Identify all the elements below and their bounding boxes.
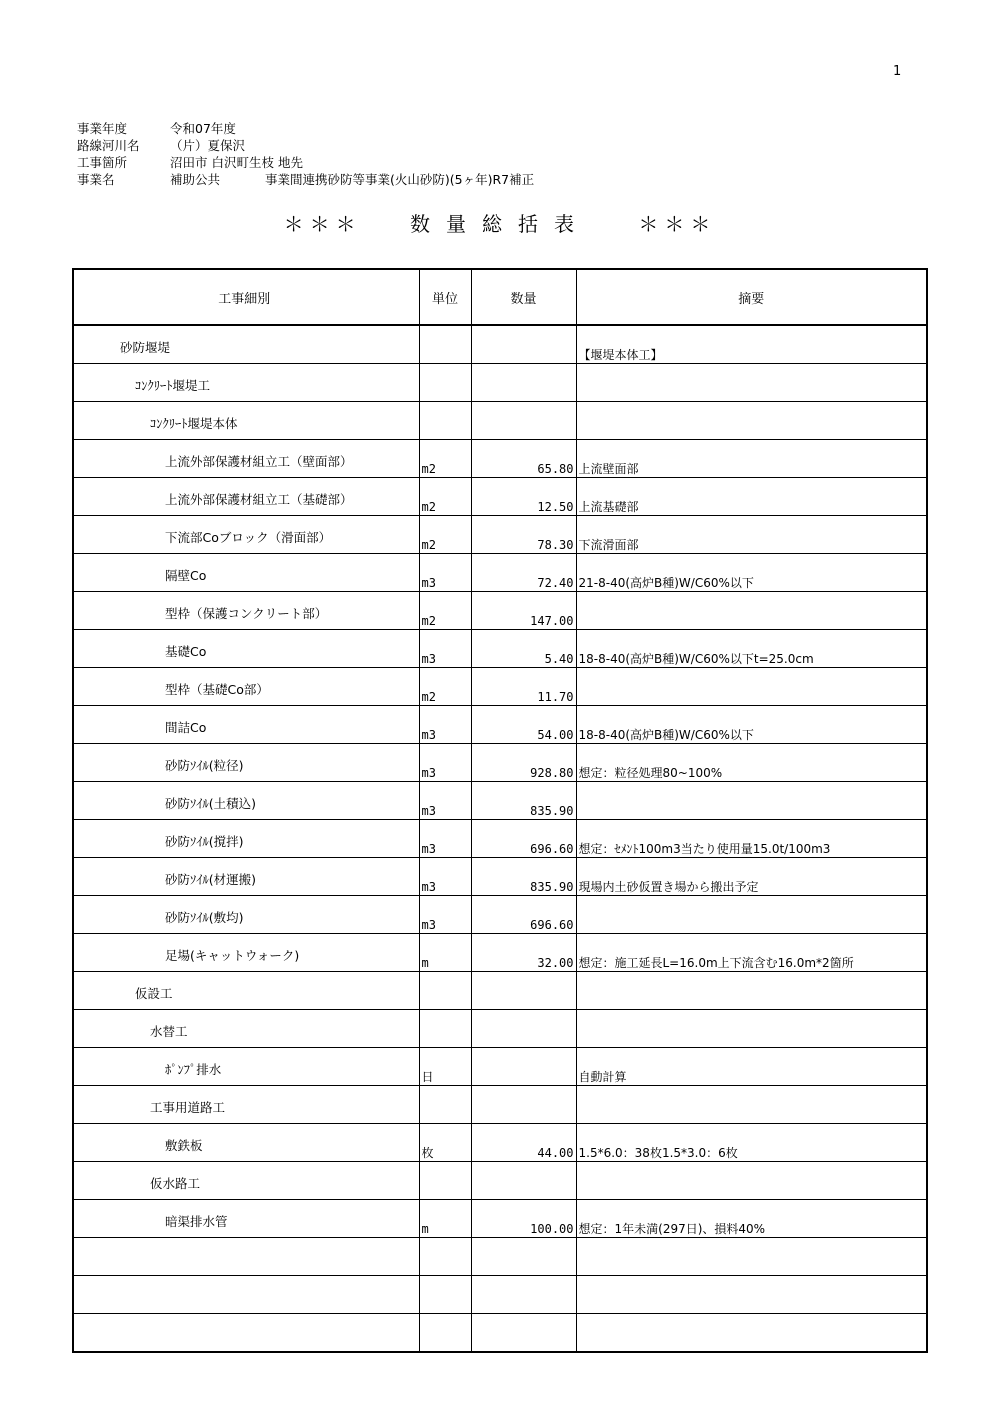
- info-row-work-site: [77, 154, 534, 171]
- work-item-cell: 下流部Coブロック（滑面部）: [73, 516, 419, 554]
- remarks-cell: [576, 364, 927, 402]
- quantity-cell: 835.90: [471, 782, 576, 820]
- table-row: [73, 1124, 927, 1162]
- table-row: [73, 896, 927, 934]
- table-row: [73, 1200, 927, 1238]
- document-title: [0, 208, 1000, 237]
- remarks-cell: 上流基礎部: [576, 478, 927, 516]
- unit-cell: m3: [419, 630, 471, 668]
- remarks-cell: [576, 402, 927, 440]
- table-row: [73, 1276, 927, 1314]
- remarks-cell: [576, 1314, 927, 1353]
- project-info: [77, 120, 534, 188]
- work-item-cell: [73, 1314, 419, 1353]
- unit-cell: m3: [419, 820, 471, 858]
- info-value: 令和07年度: [170, 121, 236, 136]
- info-row-project-name: [77, 171, 534, 188]
- table-row: [73, 478, 927, 516]
- remarks-cell: 想定：1年未満(297日)、損料40%: [576, 1200, 927, 1238]
- work-item-cell: 上流外部保護材組立工（壁面部）: [73, 440, 419, 478]
- unit-cell: m3: [419, 858, 471, 896]
- remarks-cell: 下流滑面部: [576, 516, 927, 554]
- info-value: （片）夏保沢: [170, 138, 246, 153]
- work-item-cell: 砂防ｿｲﾙ(敷均): [73, 896, 419, 934]
- remarks-cell: 想定：施工延長L=16.0m上下流含む16.0m*2箇所: [576, 934, 927, 972]
- unit-cell: [419, 1238, 471, 1276]
- unit-cell: m: [419, 1200, 471, 1238]
- work-item-cell: 基礎Co: [73, 630, 419, 668]
- remarks-cell: 想定：ｾﾒﾝﾄ100m3当たり使用量15.0t/100m3: [576, 820, 927, 858]
- quantity-cell: 696.60: [471, 896, 576, 934]
- quantity-cell: 72.40: [471, 554, 576, 592]
- table-header-row: [73, 269, 927, 325]
- quantity-cell: 12.50: [471, 478, 576, 516]
- column-header-remarks: 摘要: [576, 269, 927, 325]
- title-text: 数量総括表: [410, 212, 590, 236]
- table-row: [73, 934, 927, 972]
- table-row: [73, 440, 927, 478]
- column-header-work-item: 工事細別: [73, 269, 419, 325]
- remarks-cell: 想定：粒径処理80~100%: [576, 744, 927, 782]
- work-item-cell: 型枠（基礎Co部）: [73, 668, 419, 706]
- quantity-cell: [471, 1086, 576, 1124]
- unit-cell: m3: [419, 706, 471, 744]
- table-row: [73, 668, 927, 706]
- unit-cell: [419, 364, 471, 402]
- info-label: 路線河川名: [77, 138, 140, 153]
- unit-cell: m3: [419, 554, 471, 592]
- quantity-cell: [471, 1238, 576, 1276]
- unit-cell: m3: [419, 896, 471, 934]
- quantity-summary-table: [72, 268, 928, 1353]
- unit-cell: 枚: [419, 1124, 471, 1162]
- work-item-cell: [73, 1238, 419, 1276]
- unit-cell: [419, 402, 471, 440]
- info-value: 補助公共: [170, 172, 221, 187]
- quantity-cell: 147.00: [471, 592, 576, 630]
- page-number: 1: [893, 64, 902, 79]
- info-label: 工事箇所: [77, 155, 128, 170]
- info-row-route-river: [77, 137, 534, 154]
- quantity-cell: [471, 402, 576, 440]
- remarks-cell: [576, 1276, 927, 1314]
- quantity-cell: 78.30: [471, 516, 576, 554]
- remarks-cell: [576, 896, 927, 934]
- work-item-cell: 隔壁Co: [73, 554, 419, 592]
- work-item-cell: ｺﾝｸﾘｰﾄ堰堤工: [73, 364, 419, 402]
- table-row: [73, 706, 927, 744]
- remarks-cell: 上流壁面部: [576, 440, 927, 478]
- title-stars-left: ＊＊＊: [283, 212, 362, 236]
- work-item-cell: 仮設工: [73, 972, 419, 1010]
- quantity-cell: [471, 1276, 576, 1314]
- info-value-detail: 事業間連携砂防等事業(火山砂防)(5ヶ年)R7補正: [265, 172, 535, 187]
- info-row-fiscal-year: [77, 120, 534, 137]
- table-row: [73, 782, 927, 820]
- info-label: 事業名: [77, 172, 115, 187]
- remarks-cell: [576, 1010, 927, 1048]
- unit-cell: m2: [419, 592, 471, 630]
- remarks-cell: [576, 1086, 927, 1124]
- remarks-cell: [576, 592, 927, 630]
- quantity-cell: [471, 972, 576, 1010]
- table-row: [73, 1048, 927, 1086]
- unit-cell: m2: [419, 516, 471, 554]
- table-row: [73, 325, 927, 364]
- column-header-quantity: 数量: [471, 269, 576, 325]
- info-value: 沼田市 白沢町生枝 地先: [170, 155, 303, 170]
- table-row: [73, 972, 927, 1010]
- unit-cell: [419, 972, 471, 1010]
- work-item-cell: 型枠（保護コンクリート部）: [73, 592, 419, 630]
- table-row: [73, 516, 927, 554]
- unit-cell: [419, 1314, 471, 1353]
- unit-cell: m2: [419, 478, 471, 516]
- table-body: [73, 325, 927, 1352]
- table-row: [73, 858, 927, 896]
- remarks-cell: 現場内土砂仮置き場から搬出予定: [576, 858, 927, 896]
- quantity-cell: 835.90: [471, 858, 576, 896]
- remarks-cell: [576, 1238, 927, 1276]
- work-item-cell: 水替工: [73, 1010, 419, 1048]
- work-item-cell: 砂防ｿｲﾙ(撹拌): [73, 820, 419, 858]
- unit-cell: [419, 1276, 471, 1314]
- quantity-cell: 5.40: [471, 630, 576, 668]
- unit-cell: 日: [419, 1048, 471, 1086]
- work-item-cell: 暗渠排水管: [73, 1200, 419, 1238]
- quantity-cell: 928.80: [471, 744, 576, 782]
- work-item-cell: 間詰Co: [73, 706, 419, 744]
- quantity-cell: 44.00: [471, 1124, 576, 1162]
- unit-cell: m2: [419, 668, 471, 706]
- unit-cell: m3: [419, 782, 471, 820]
- remarks-cell: [576, 972, 927, 1010]
- work-item-cell: 砂防ｿｲﾙ(粒径): [73, 744, 419, 782]
- table-row: [73, 820, 927, 858]
- quantity-cell: 696.60: [471, 820, 576, 858]
- table-row: [73, 1086, 927, 1124]
- quantity-cell: [471, 1314, 576, 1353]
- table-row: [73, 592, 927, 630]
- remarks-cell: 【堰堤本体工】: [576, 325, 927, 364]
- remarks-cell: [576, 668, 927, 706]
- work-item-cell: 敷鉄板: [73, 1124, 419, 1162]
- quantity-cell: 54.00: [471, 706, 576, 744]
- quantity-cell: 65.80: [471, 440, 576, 478]
- unit-cell: m2: [419, 440, 471, 478]
- title-stars-right: ＊＊＊: [638, 212, 717, 236]
- unit-cell: [419, 1162, 471, 1200]
- unit-cell: m3: [419, 744, 471, 782]
- quantity-cell: [471, 1048, 576, 1086]
- table-row: [73, 1314, 927, 1353]
- quantity-cell: 32.00: [471, 934, 576, 972]
- unit-cell: [419, 1086, 471, 1124]
- quantity-cell: [471, 364, 576, 402]
- remarks-cell: [576, 1162, 927, 1200]
- table-row: [73, 554, 927, 592]
- work-item-cell: 上流外部保護材組立工（基礎部）: [73, 478, 419, 516]
- work-item-cell: 足場(キャットウォーク): [73, 934, 419, 972]
- work-item-cell: ｺﾝｸﾘｰﾄ堰堤本体: [73, 402, 419, 440]
- table-row: [73, 364, 927, 402]
- unit-cell: m: [419, 934, 471, 972]
- quantity-cell: 11.70: [471, 668, 576, 706]
- unit-cell: [419, 1010, 471, 1048]
- work-item-cell: 砂防堰堤: [73, 325, 419, 364]
- quantity-cell: [471, 1010, 576, 1048]
- remarks-cell: 18-8-40(高炉B種)W/C60%以下t=25.0cm: [576, 630, 927, 668]
- work-item-cell: ﾎﾟﾝﾌﾟ排水: [73, 1048, 419, 1086]
- column-header-unit: 単位: [419, 269, 471, 325]
- work-item-cell: [73, 1276, 419, 1314]
- remarks-cell: 21-8-40(高炉B種)W/C60%以下: [576, 554, 927, 592]
- table-row: [73, 744, 927, 782]
- table-row: [73, 630, 927, 668]
- table-row: [73, 1238, 927, 1276]
- quantity-cell: 100.00: [471, 1200, 576, 1238]
- remarks-cell: 自動計算: [576, 1048, 927, 1086]
- work-item-cell: 仮水路工: [73, 1162, 419, 1200]
- table-row: [73, 1010, 927, 1048]
- unit-cell: [419, 325, 471, 364]
- table-row: [73, 1162, 927, 1200]
- remarks-cell: 1.5*6.0：38枚1.5*3.0：6枚: [576, 1124, 927, 1162]
- info-label: 事業年度: [77, 121, 128, 136]
- work-item-cell: 砂防ｿｲﾙ(土積込): [73, 782, 419, 820]
- remarks-cell: 18-8-40(高炉B種)W/C60%以下: [576, 706, 927, 744]
- remarks-cell: [576, 782, 927, 820]
- table-row: [73, 402, 927, 440]
- quantity-cell: [471, 325, 576, 364]
- quantity-cell: [471, 1162, 576, 1200]
- work-item-cell: 工事用道路工: [73, 1086, 419, 1124]
- work-item-cell: 砂防ｿｲﾙ(材運搬): [73, 858, 419, 896]
